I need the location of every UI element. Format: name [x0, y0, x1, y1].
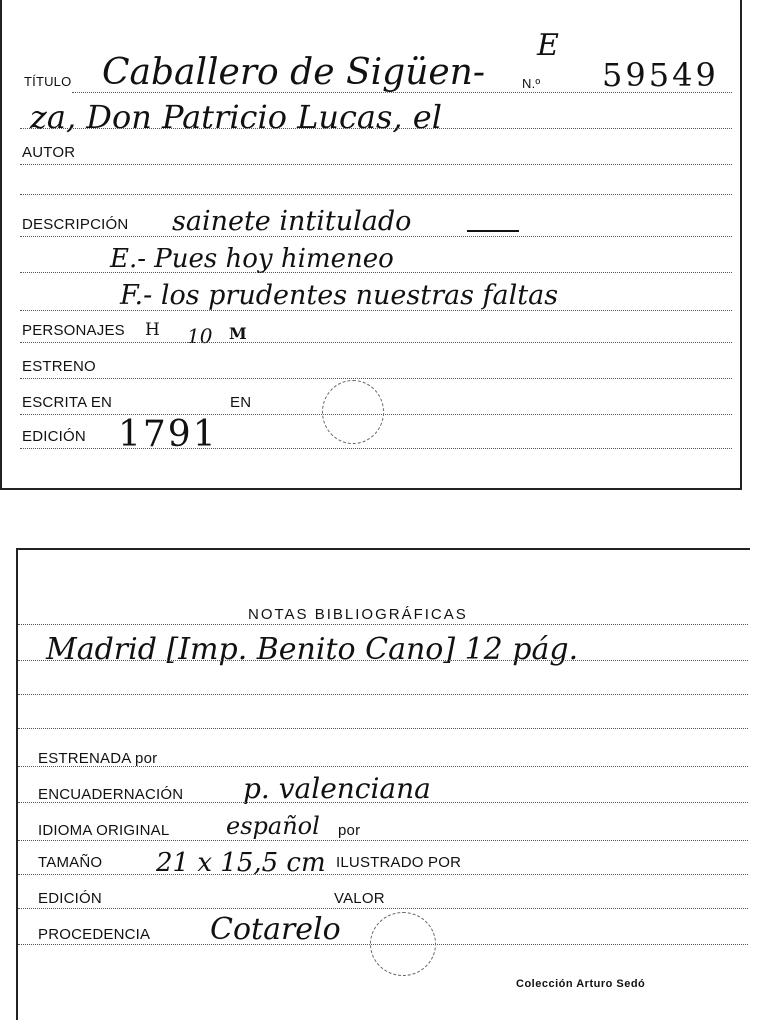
- notas-line-2: [18, 660, 748, 661]
- titulo-line1: Caballero de Sigüen-: [102, 52, 486, 93]
- titulo-label: TÍTULO: [24, 74, 72, 89]
- autor-label: AUTOR: [22, 144, 76, 161]
- tamano-line: [18, 874, 748, 875]
- escrita-en-label: ESCRITA EN: [22, 394, 113, 411]
- ilustrado-label: ILUSTRADO POR: [336, 854, 462, 871]
- notas-line-3: [18, 694, 748, 695]
- personajes-label: PERSONAJES: [22, 322, 125, 339]
- notas-line-4: [18, 728, 748, 729]
- personajes-m: M: [229, 324, 247, 343]
- descripcion-line-2: [20, 272, 732, 273]
- en-label: EN: [230, 394, 252, 411]
- encuadernacion-value: p. valenciana: [243, 772, 431, 805]
- estrenada-label: ESTRENADA por: [38, 750, 158, 767]
- estreno-line: [20, 378, 732, 379]
- personajes-h: H: [145, 320, 160, 340]
- edicion-value: 1791: [118, 414, 218, 455]
- numero-value: 59549: [602, 56, 719, 94]
- notas-line1: Madrid [Imp. Benito Cano] 12 pág.: [46, 632, 579, 667]
- por-label: por: [338, 822, 361, 839]
- descripcion-line-3: [20, 310, 732, 311]
- idioma-value: español: [226, 812, 320, 840]
- personajes-line: [20, 342, 732, 343]
- estreno-label: ESTRENO: [22, 358, 96, 375]
- estrenada-line: [18, 766, 748, 767]
- idioma-label: IDIOMA ORIGINAL: [38, 822, 170, 839]
- autor-line: [20, 164, 732, 165]
- coleccion-credit: Colección Arturo Sedó: [516, 978, 646, 990]
- punch-hole-stamp-bottom: [370, 912, 436, 976]
- autor-line-2: [20, 194, 732, 195]
- encuadernacion-label: ENCUADERNACIÓN: [38, 786, 184, 803]
- descripcion-line3: F.- los prudentes nuestras faltas: [120, 280, 559, 311]
- descripcion-line: [20, 236, 732, 237]
- idioma-line: [18, 840, 748, 841]
- edicion-label-bottom: EDICIÓN: [38, 890, 102, 907]
- numero-label: N.º: [522, 76, 541, 91]
- personajes-value: 10: [187, 324, 213, 348]
- descripcion-dash: [467, 230, 519, 232]
- notas-bibliograficas-title: NOTAS BIBLIOGRÁFICAS: [248, 606, 468, 623]
- titulo-line-2: [20, 128, 732, 129]
- catalog-card-bottom: [16, 548, 750, 1020]
- tamano-value: 21 x 15,5 cm: [156, 848, 326, 878]
- procedencia-label: PROCEDENCIA: [38, 926, 151, 943]
- descripcion-line2: E.- Pues hoy himeneo: [110, 244, 394, 274]
- punch-hole-stamp: [322, 380, 384, 444]
- notas-line: [18, 624, 748, 625]
- descripcion-label: DESCRIPCIÓN: [22, 216, 129, 233]
- corner-mark: E: [537, 28, 559, 63]
- catalog-card-top: [0, 0, 742, 490]
- titulo-line2: za, Don Patricio Lucas, el: [30, 98, 442, 136]
- descripcion-line1: sainete intitulado: [172, 206, 412, 237]
- encuadernacion-line: [18, 802, 748, 803]
- edicion-line-bottom: [18, 908, 748, 909]
- edicion-label: EDICIÓN: [22, 428, 86, 445]
- titulo-line: [72, 92, 732, 93]
- procedencia-value: Cotarelo: [210, 912, 341, 947]
- valor-label: VALOR: [334, 890, 385, 907]
- edicion-line: [20, 448, 732, 449]
- tamano-label: TAMAÑO: [38, 854, 103, 871]
